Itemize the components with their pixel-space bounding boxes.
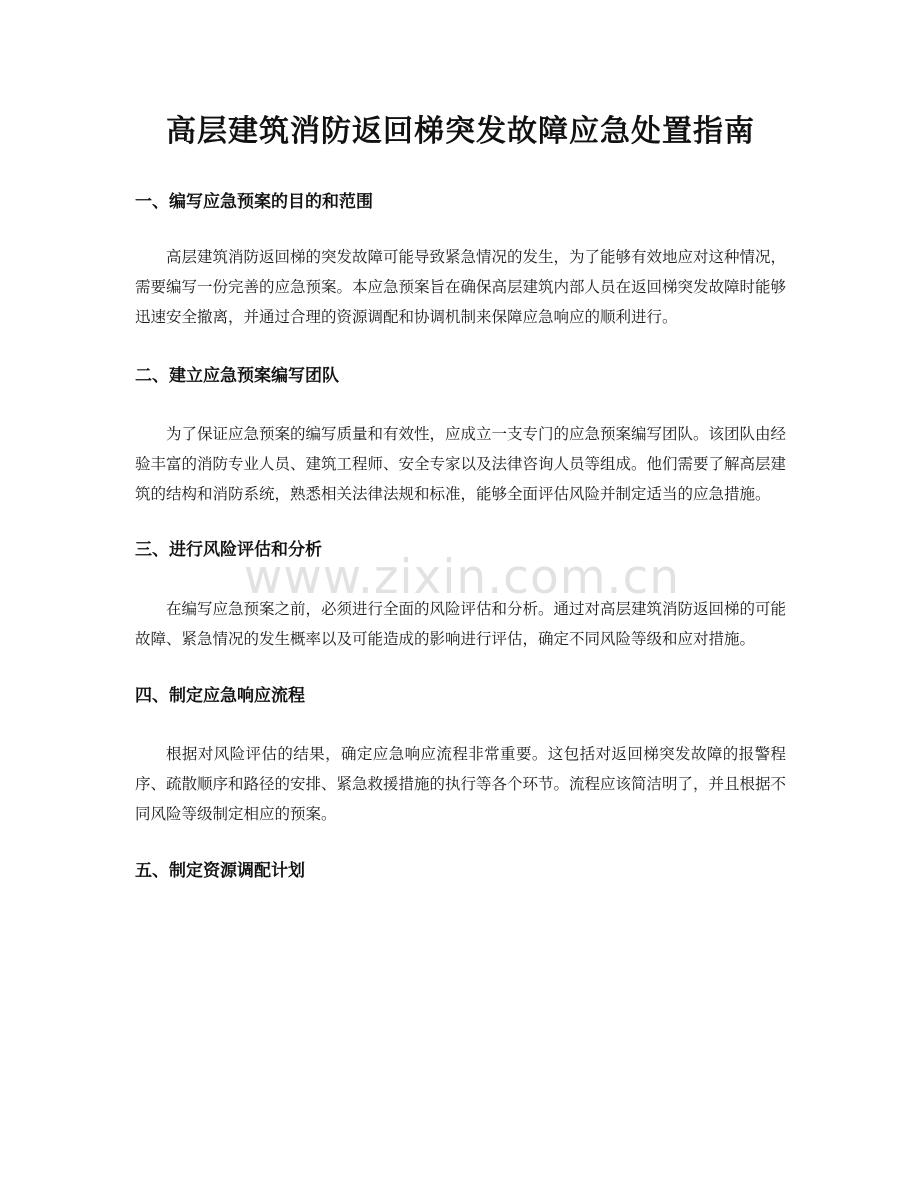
section-response-process xyxy=(135,683,786,829)
section-paragraph: 高层建筑消防返回梯的突发故障可能导致紧急情况的发生，为了能够有效地应对这种情况，需要编写一份完善的应急预案。本应急预案旨在确保高层建筑内部人员在返回梯突发故障时能够迅速安全撤离，并通过合理的资源调配和协调机制来保障应急响应的顺利进行。 xyxy=(135,248,787,326)
section-paragraph: 为了保证应急预案的编写质量和有效性，应成立一支专门的应急预案编写团队。该团队由经验丰富的消防专业人员、建筑工程师、安全专家以及法律咨询人员等组成。他们需要了解高层建筑的结构和消防系统，熟悉相关法律法规和标准，能够全面评估风险并制定适当的应急措施。 xyxy=(135,425,787,503)
section-heading: 二、建立应急预案编写团队 xyxy=(135,366,339,386)
section-heading: 一、编写应急预案的目的和范围 xyxy=(135,192,373,212)
section-paragraph: 根据对风险评估的结果，确定应急响应流程非常重要。这包括对返回梯突发故障的报警程序、疏散顺序和路径的安排、紧急救援措施的执行等各个环节。流程应该简洁明了，并且根据不同风险等级制定相应的预案。 xyxy=(135,745,787,823)
watermark-text: www.zixin.com.cn xyxy=(243,550,681,605)
section-team xyxy=(135,363,786,509)
document-title: 高层建筑消防返回梯突发故障应急处置指南 xyxy=(166,114,755,149)
section-purpose-scope xyxy=(135,189,786,332)
section-heading: 三、进行风险评估和分析 xyxy=(135,540,322,560)
section-resource-plan xyxy=(135,858,786,884)
section-risk-assessment xyxy=(135,537,786,654)
section-heading: 五、制定资源调配计划 xyxy=(135,861,305,881)
section-heading: 四、制定应急响应流程 xyxy=(135,686,305,706)
section-paragraph: 在编写应急预案之前，必须进行全面的风险评估和分析。通过对高层建筑消防返回梯的可能故障、紧急情况的发生概率以及可能造成的影响进行评估，确定不同风险等级和应对措施。 xyxy=(135,600,787,648)
